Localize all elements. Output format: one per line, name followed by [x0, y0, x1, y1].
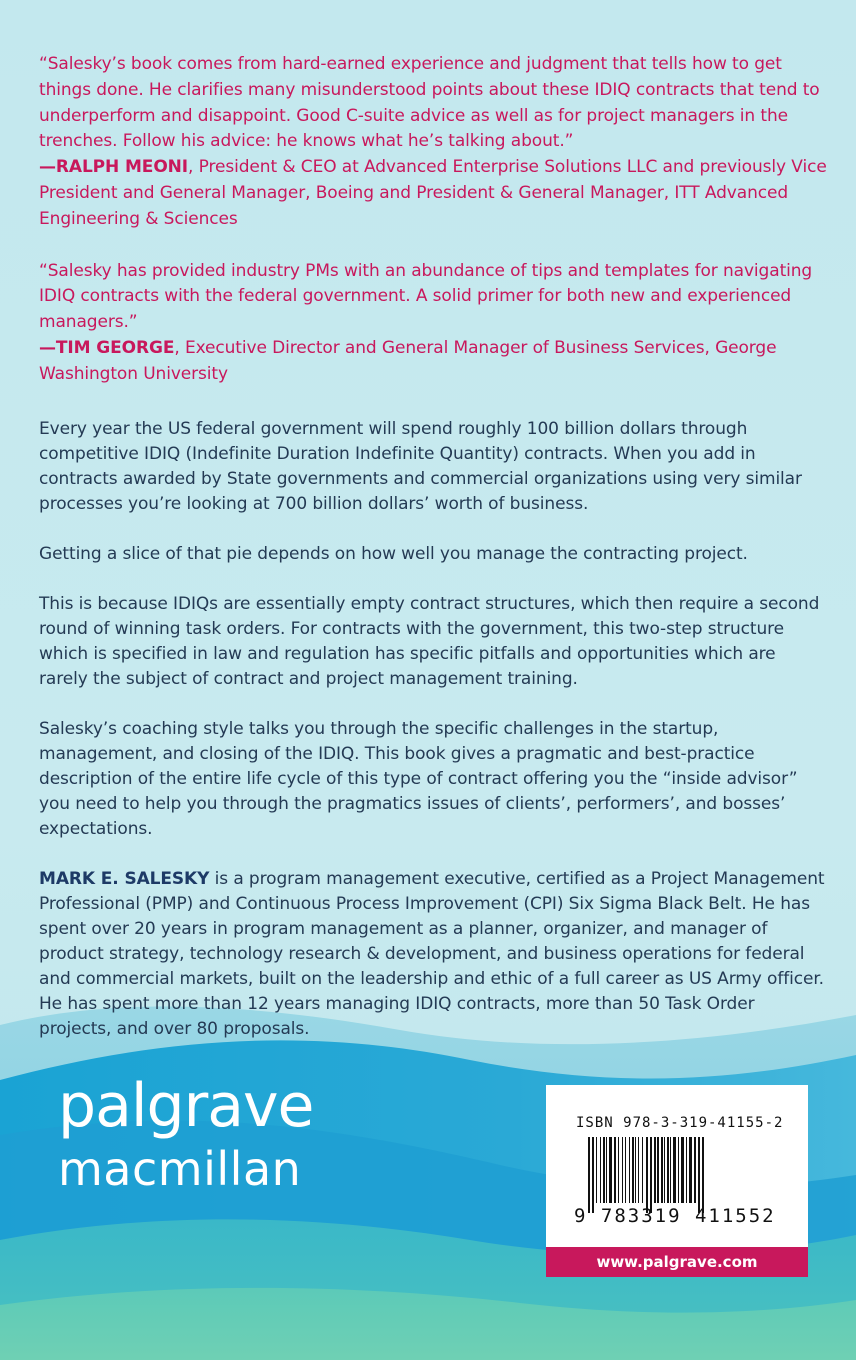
endorsement-quote-2 [39, 259, 829, 388]
barcode-bar [635, 1137, 636, 1203]
quote-dash: — [39, 157, 56, 178]
publisher-logo-line1: palgrave [58, 1071, 314, 1141]
author-name: MARK E. SALESKY [39, 868, 210, 889]
publisher-logo-line2: macmillan [58, 1142, 302, 1196]
barcode-bar [632, 1137, 634, 1203]
description-paragraph-2: Getting a slice of that pie depends on how well you manage the contracting project. [39, 543, 748, 564]
barcode-bar [670, 1137, 671, 1203]
barcode-bar [600, 1137, 601, 1203]
barcode-bar [702, 1137, 704, 1213]
barcode-bar [673, 1137, 676, 1203]
quote-dash: — [39, 337, 56, 358]
barcode-bar [646, 1137, 648, 1213]
barcode-bar [588, 1137, 590, 1213]
barcode-bar [654, 1137, 656, 1203]
website-banner [546, 1247, 808, 1277]
author-bio-text: is a program management executive, certified as a Project Management Professional (PMP) and Continuous Process Improvement (CPI) Six Sigma Black Belt. He has spent over 20 years in program management as a planner, organizer, and manager of product strategy, technology research & development, and business operations for federal and commercial markets, built on the leadership and ethic of a full career as US Army officer. He has spent more than 12 years managing IDIQ contracts, more than 50 Task Order projects, and over 80 proposals. [39, 868, 825, 1039]
barcode-bar [698, 1137, 700, 1213]
isbn-label: ISBN 978-3-319-41155-2 [576, 1115, 784, 1131]
barcode-bar [606, 1137, 607, 1203]
barcode-bar [681, 1137, 684, 1203]
barcode-bar [678, 1137, 679, 1203]
text-column [39, 52, 829, 1042]
barcode-bar [686, 1137, 687, 1203]
endorser-name: TIM GEORGE [55, 337, 175, 358]
barcode-bar [609, 1137, 612, 1203]
publisher-logo [58, 1073, 313, 1195]
endorsement-quote-1 [39, 52, 829, 233]
barcode-number: 9 783319 411552 [574, 1205, 776, 1227]
barcode-bar [657, 1137, 659, 1203]
barcode-bar [638, 1137, 639, 1203]
barcode-bar [661, 1137, 663, 1203]
endorser-affiliation: , President & CEO at Advanced Enterprise Solutions LLC and previously Vice President and General Manager, Boeing and President & General Manager, ITT Advanced Engineering & Sciences [39, 157, 827, 229]
barcode-bar [592, 1137, 594, 1213]
quote-text: “Salesky’s book comes from hard-earned experience and judgment that tells how to get things done. He clarifies many misunderstood points about these IDIQ contracts that tend to underperform and disappoint. Good C-suite advice as well as for project managers in the trenches. Follow his advice: he knows what he’s talking about.” [39, 54, 820, 152]
barcode-bar [642, 1137, 643, 1203]
quote-text: “Salesky has provided industry PMs with an abundance of tips and templates for navigating IDIQ contracts with the federal government. A solid primer for both new and experienced managers.” [39, 260, 813, 333]
description-paragraph-4: Salesky’s coaching style talks you through the specific challenges in the startup, management, and closing of the IDIQ. This book gives a pragmatic and best-practice description of the entire life cycle of this type of contract offering you the “inside advisor” you need to help you through the pragmatics issues of clients’, performers’, and bosses’ expectations. [39, 718, 798, 839]
barcode-bar [650, 1137, 652, 1213]
endorser-name: RALPH MEONI [55, 157, 189, 178]
barcode-graphic [588, 1137, 784, 1213]
barcode-bar [603, 1137, 605, 1203]
description-paragraph-1: Every year the US federal government will spend roughly 100 billion dollars through competitive IDIQ (Indefinite Duration Indefinite Quantity) contracts. When you add in contracts awarded by State governments and commercial organizations using very similar processes you’re looking at 700 billion dollars’ worth of business. [39, 418, 802, 514]
author-bio [39, 867, 829, 1042]
barcode-bar [614, 1137, 616, 1203]
barcode-bar [667, 1137, 669, 1203]
barcode-bar [622, 1137, 623, 1203]
barcode-bar [694, 1137, 696, 1203]
barcode-bar [664, 1137, 665, 1203]
barcode-bar [689, 1137, 692, 1203]
barcode-bar [625, 1137, 626, 1203]
barcode-bar [629, 1137, 630, 1203]
barcode-bar [618, 1137, 619, 1203]
barcode-bar [596, 1137, 597, 1203]
description-paragraph-3: This is because IDIQs are essentially empty contract structures, which then require a second round of winning task orders. For contracts with the government, this two-step structure which is specified in law and regulation has specific pitfalls and opportunities which are rarely the subject of contract and project management training. [39, 593, 820, 689]
endorser-affiliation: , Executive Director and General Manager of Business Services, George Washington University [39, 337, 777, 384]
website-url: www.palgrave.com [596, 1253, 758, 1271]
barcode-panel [546, 1085, 808, 1247]
